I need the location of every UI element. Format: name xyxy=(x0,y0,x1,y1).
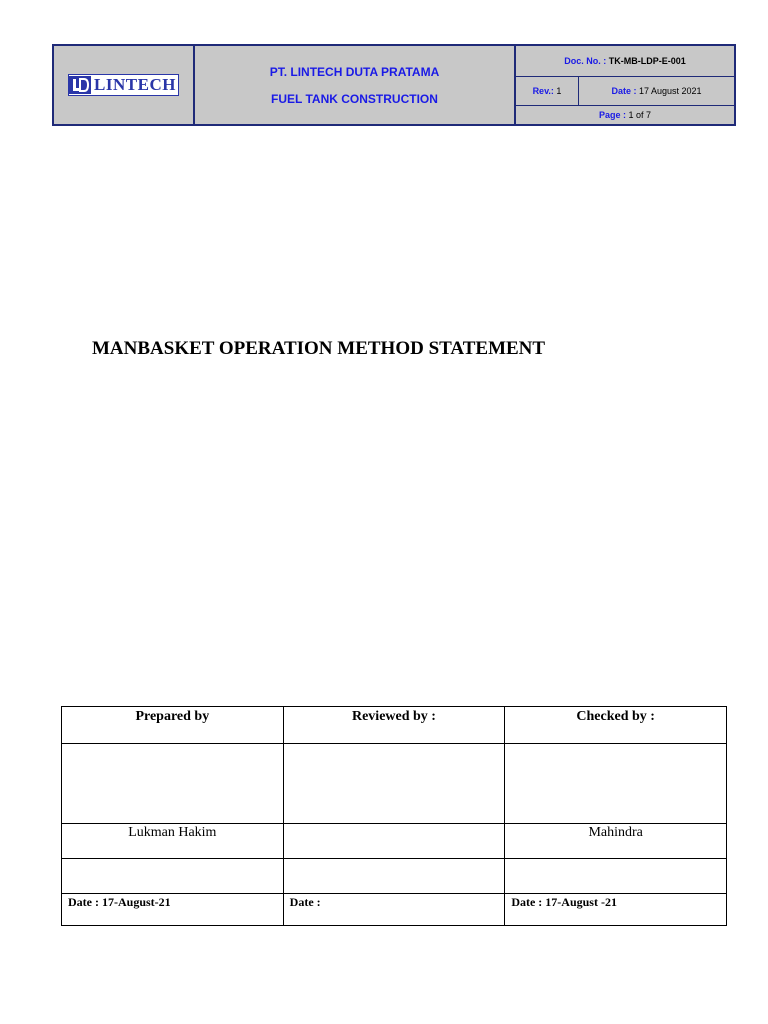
checked-date: Date : 17-August -21 xyxy=(505,894,727,926)
date-label: Date : xyxy=(611,86,637,96)
logo-text: LINTECH xyxy=(94,75,176,94)
signoff-table xyxy=(61,706,727,926)
date-value: 17 August 2021 xyxy=(638,86,702,96)
prepared-by-header: Prepared by xyxy=(62,707,284,744)
rev-value: 1 xyxy=(556,86,562,96)
reviewed-date: Date : xyxy=(283,894,505,926)
date-cell xyxy=(579,77,734,105)
blank-row xyxy=(62,859,727,894)
project-name: FUEL TANK CONSTRUCTION xyxy=(271,91,438,106)
doc-no-value: TK-MB-LDP-E-001 xyxy=(608,56,686,66)
blank-cell xyxy=(505,859,727,894)
page-row xyxy=(516,106,734,124)
signoff-header-row xyxy=(62,707,727,744)
reviewed-by-name xyxy=(283,824,505,859)
doc-no-label: Doc. No. : xyxy=(564,56,607,66)
checked-signature-cell xyxy=(505,744,727,824)
page-value: 1 of 7 xyxy=(628,110,652,120)
company-logo xyxy=(68,74,179,96)
blank-cell xyxy=(283,859,505,894)
prepared-signature-cell xyxy=(62,744,284,824)
rev-cell xyxy=(516,77,579,105)
doc-no-row xyxy=(516,46,734,77)
dates-row xyxy=(62,894,727,926)
doc-info-cell xyxy=(516,46,734,124)
signature-row xyxy=(62,744,727,824)
rev-date-row xyxy=(516,77,734,106)
checked-by-header: Checked by : xyxy=(505,707,727,744)
lintech-logo-icon xyxy=(69,76,91,94)
names-row xyxy=(62,824,727,859)
rev-label: Rev.: xyxy=(532,86,554,96)
page-label: Page : xyxy=(598,110,626,120)
company-name: PT. LINTECH DUTA PRATAMA xyxy=(269,64,440,79)
checked-by-name: Mahindra xyxy=(505,824,727,859)
logo-cell xyxy=(54,46,195,124)
document-header xyxy=(52,44,736,126)
prepared-by-name: Lukman Hakim xyxy=(62,824,284,859)
document-title: MANBASKET OPERATION METHOD STATEMENT xyxy=(92,338,546,359)
blank-cell xyxy=(62,859,284,894)
prepared-date: Date : 17-August-21 xyxy=(62,894,284,926)
reviewed-signature-cell xyxy=(283,744,505,824)
header-title-cell xyxy=(195,46,516,124)
reviewed-by-header: Reviewed by : xyxy=(283,707,505,744)
